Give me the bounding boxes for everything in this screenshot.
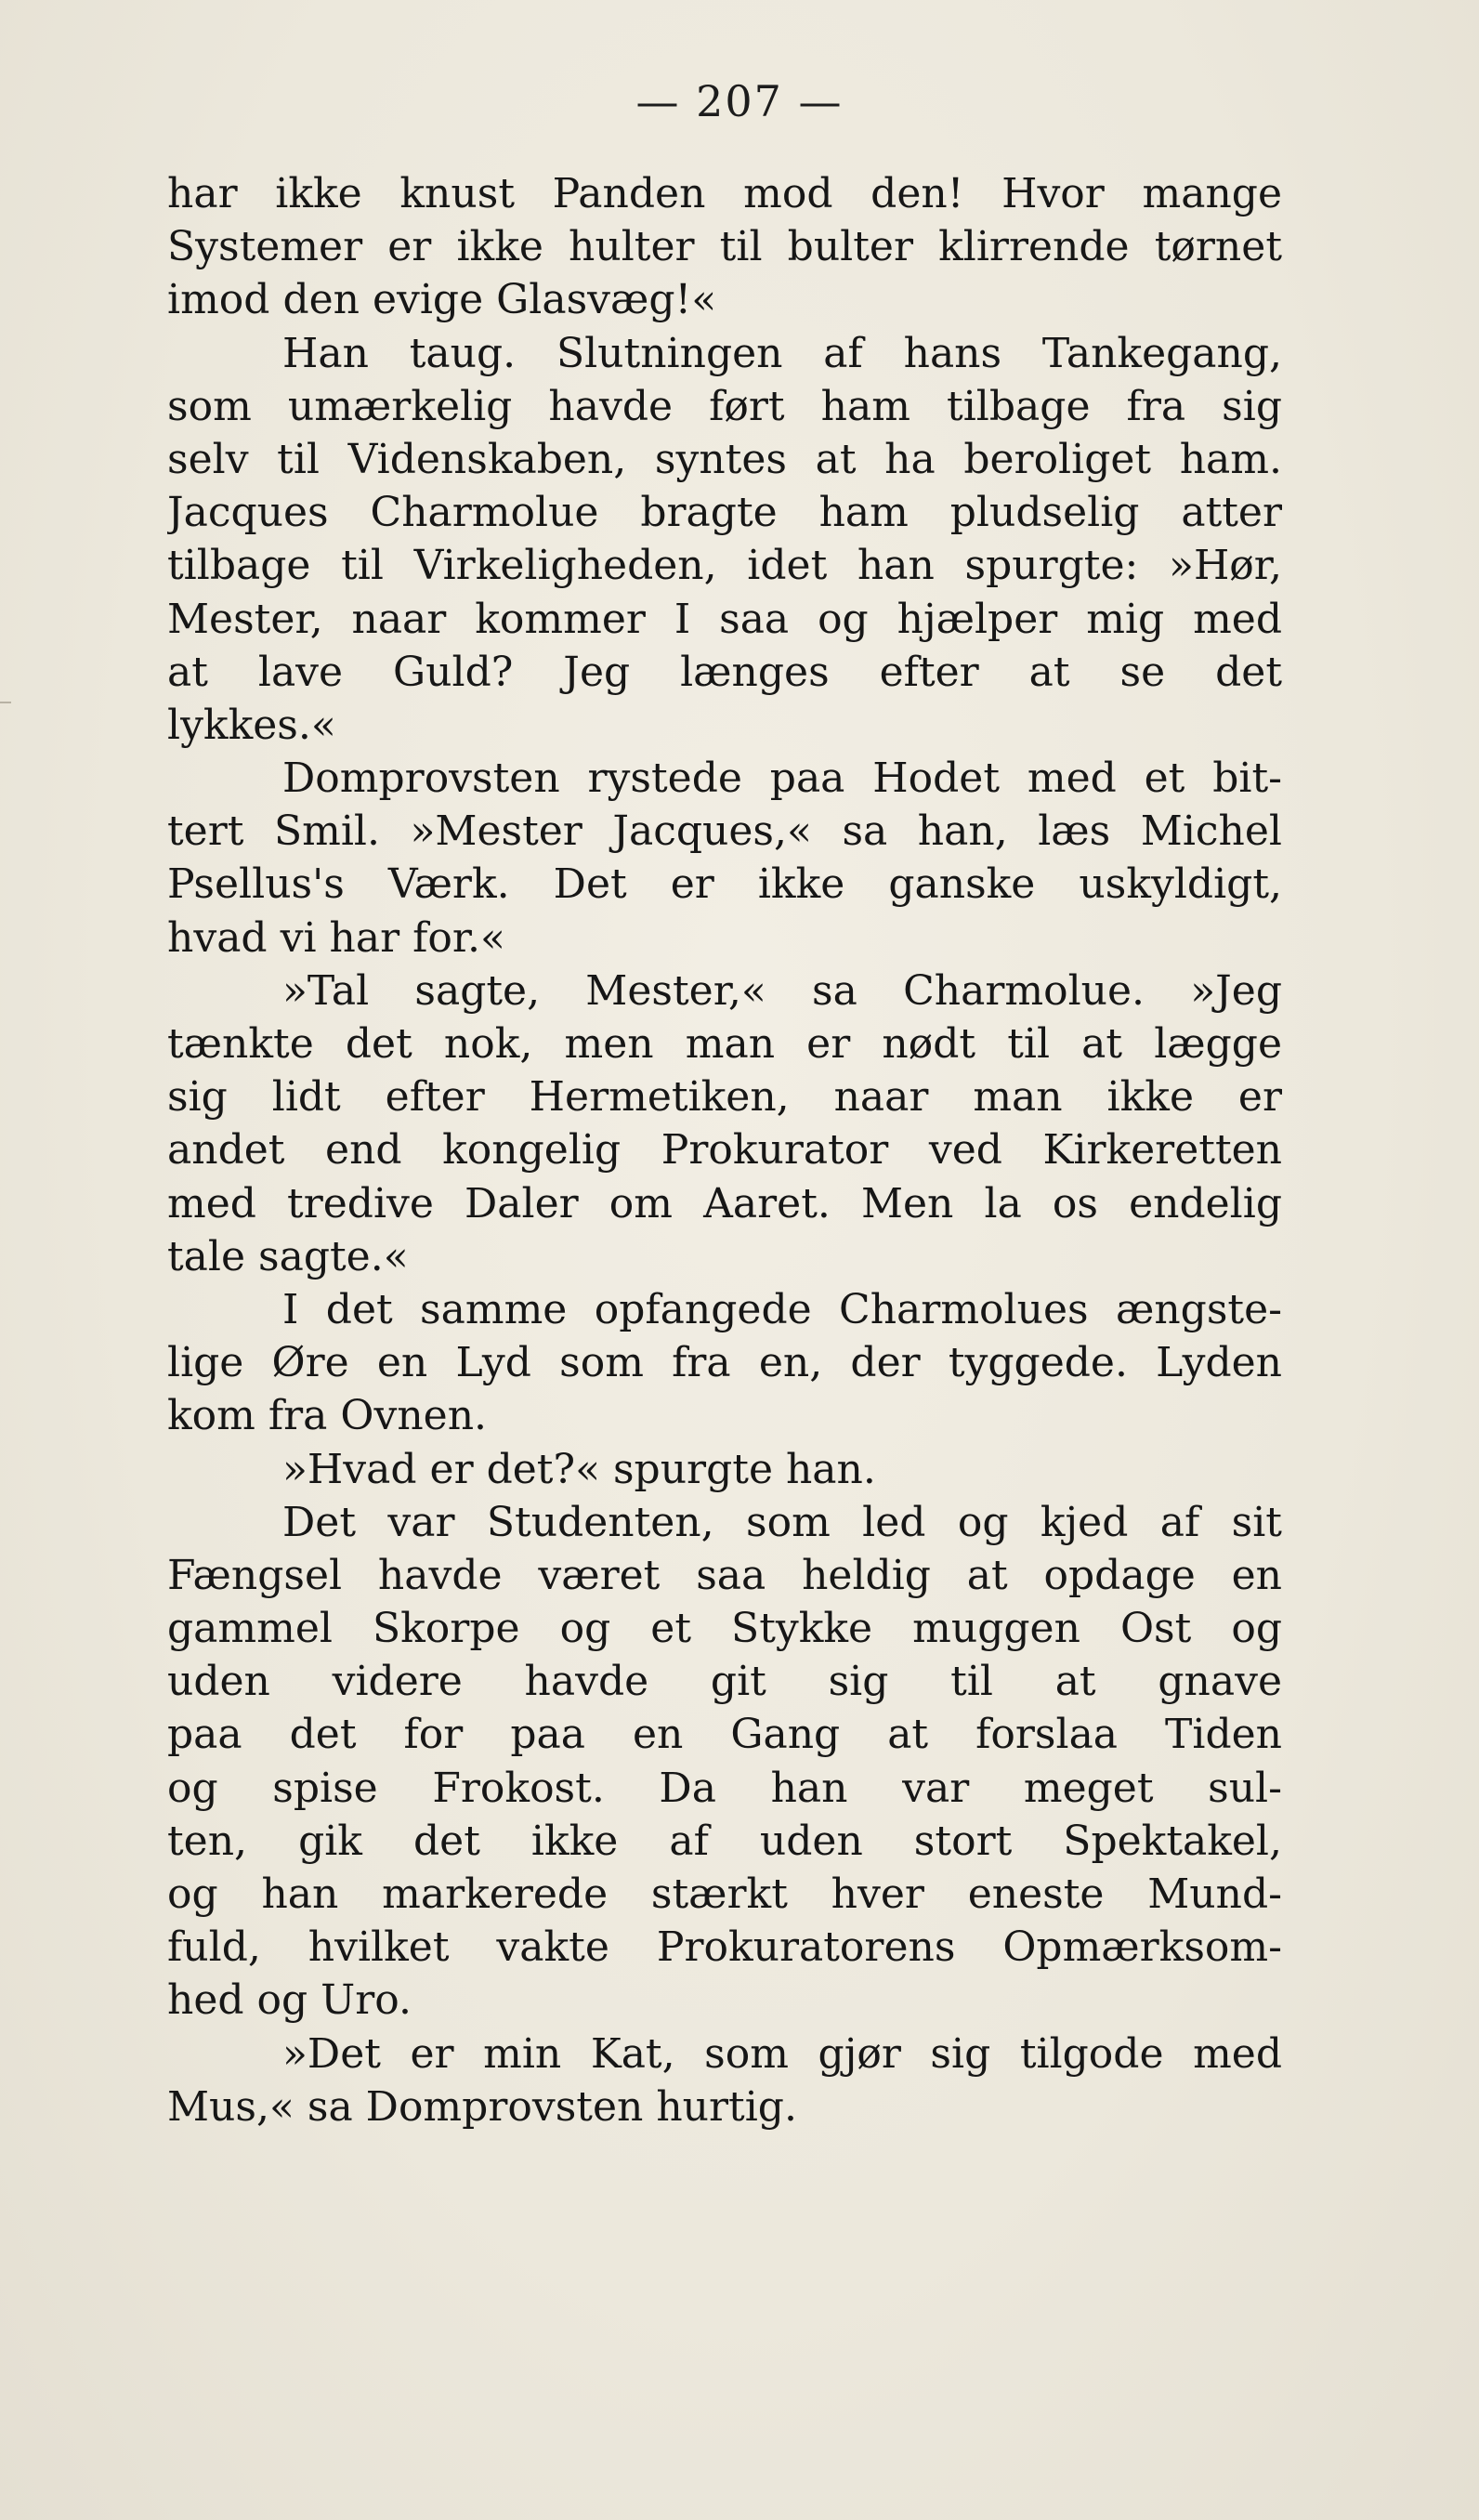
text-line: at lave Guld? Jeg længes efter at se det xyxy=(167,648,1282,696)
text-line: hvad vi har for.« xyxy=(167,913,505,962)
text-line: kom fra Ovnen. xyxy=(167,1392,488,1440)
text-line: lige Øre en Lyd som fra en, der tyggede. Lyden xyxy=(167,1339,1282,1387)
page-number xyxy=(0,76,1479,126)
text-line: ten, gik det ikke af uden stort Spektakel, xyxy=(167,1817,1282,1865)
page-number-dash-right: — xyxy=(782,76,844,126)
text-line: tert Smil. »Mester Jacques,« sa han, læs Michel xyxy=(167,807,1282,856)
text-line: uden videre havde git sig til at gnave xyxy=(167,1658,1282,1706)
text-line: tænkte det nok, men man er nødt til at lægge xyxy=(167,1020,1282,1068)
text-line: tilbage til Virkeligheden, idet han spurgte: »Hør, xyxy=(167,542,1282,590)
text-line: Det var Studenten, som led og kjed af sit xyxy=(282,1498,1282,1546)
page-number-value: 207 xyxy=(696,76,783,126)
text-line: »Hvad er det?« spurgte han. xyxy=(282,1445,876,1493)
text-line: Mester, naar kommer I saa og hjælper mig med xyxy=(167,595,1282,643)
text-line: fuld, hvilket vakte Prokuratorens Opmærksom- xyxy=(167,1923,1282,1972)
text-line: Systemer er ikke hulter til bulter klirrende tørnet xyxy=(167,223,1282,271)
text-line: med tredive Daler om Aaret. Men la os endelig xyxy=(167,1179,1282,1227)
text-line: paa det for paa en Gang at forslaa Tiden xyxy=(167,1711,1282,1759)
body-text xyxy=(167,167,1282,2133)
text-line: Fængsel havde været saa heldig at opdage en xyxy=(167,1551,1282,1599)
text-line: Han taug. Slutningen af hans Tankegang, xyxy=(282,329,1282,377)
text-line: Domprovsten rystede paa Hodet med et bit- xyxy=(282,755,1282,803)
text-line: I det samme opfangede Charmolues ængste- xyxy=(282,1285,1282,1333)
text-line: tale sagte.« xyxy=(167,1232,409,1280)
text-line: har ikke knust Panden mod den! Hvor mange xyxy=(167,170,1282,217)
text-line: gammel Skorpe og et Stykke muggen Ost og xyxy=(167,1605,1282,1653)
text-line: sig lidt efter Hermetiken, naar man ikke er xyxy=(167,1073,1282,1122)
text-line: Mus,« sa Domprovsten hurtig. xyxy=(167,2082,797,2131)
text-line: som umærkelig havde ført ham tilbage fra sig xyxy=(167,382,1282,430)
page-edge-mark xyxy=(0,702,11,703)
text-line: og han markerede stærkt hver eneste Mund- xyxy=(167,1870,1282,1918)
text-line: lykkes.« xyxy=(167,701,336,749)
text-line: og spise Frokost. Da han var meget sul- xyxy=(167,1764,1282,1812)
text-line: hed og Uro. xyxy=(167,1976,412,2025)
text-line: imod den evige Glasvæg!« xyxy=(167,276,717,324)
text-line: selv til Videnskaben, syntes at ha beroliget ham. xyxy=(167,435,1282,483)
page-number-dash-left: — xyxy=(635,76,697,126)
text-line: »Tal sagte, Mester,« sa Charmolue. »Jeg xyxy=(282,966,1282,1015)
text-line: andet end kongelig Prokurator ved Kirkeretten xyxy=(167,1126,1282,1175)
text-line: Psellus's Værk. Det er ikke ganske uskyldigt, xyxy=(167,860,1282,909)
text-line: »Det er min Kat, som gjør sig tilgode med xyxy=(282,2029,1282,2078)
text-line: Jacques Charmolue bragte ham pludselig atter xyxy=(167,489,1282,537)
